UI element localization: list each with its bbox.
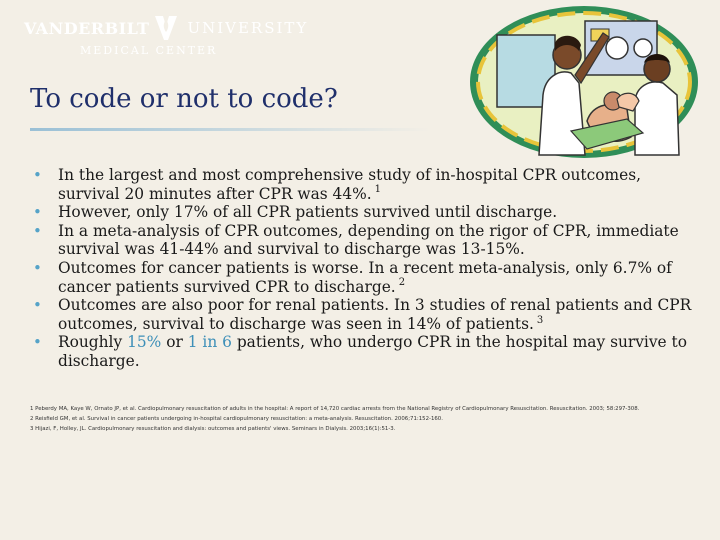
page-title: To code or not to code? <box>30 84 338 114</box>
bullet-item <box>30 259 695 296</box>
vanderbilt-logo <box>24 14 324 64</box>
bullet-item <box>30 222 695 259</box>
summary-text-pre: Roughly <box>58 333 123 352</box>
reference-item: 3 Hijazi, F, Holley, JL. Cardiopulmonary resuscitation and dialysis: outcomes and patients' views. Seminars in Dialysis. 2003;16(1):51-3. <box>30 426 396 432</box>
references <box>30 404 700 434</box>
summary-text-post: patients, who undergo CPR in the hospital may survive to discharge. <box>58 333 687 370</box>
logo-word-left: VANDERBILT <box>24 18 150 38</box>
logo-wordmark <box>24 14 308 42</box>
summary-highlight-percent: 15% <box>127 333 162 352</box>
bullet-superscript: 1 <box>374 184 382 196</box>
logo-word-right: UNIVERSITY <box>187 19 309 37</box>
bullet-list <box>30 166 695 371</box>
bullet-superscript: 3 <box>536 314 544 326</box>
vanderbilt-v-oak-leaf-icon <box>153 14 179 42</box>
reference-item: 1 Peberdy MA, Kaye W, Ornato JP, et al. Cardiopulmonary resuscitation of adults in the hospital: A report of 14,720 cardiac arrests from the National Registry of Cardiopulmonary Resuscitation. Resuscitation. 2003; 58:297-308. <box>30 406 640 412</box>
bullet-item <box>30 166 695 203</box>
title-underline <box>30 128 430 131</box>
bullet-item <box>30 296 695 333</box>
bullet-superscript: 2 <box>398 277 406 289</box>
bullet-text: Outcomes are also poor for renal patients. In 3 studies of renal patients and CPR outcomes, survival to discharge was seen in 14% of patients. <box>58 296 692 333</box>
reference-item: 2 Reisfield GM, et al. Survival in cancer patients undergoing in-hospital cardiopulmonary resuscitation: a meta-analysis. Resuscitation. 2006;71:152-160. <box>30 416 443 422</box>
logo-subtitle: MEDICAL CENTER <box>80 44 218 57</box>
bullet-text: Outcomes for cancer patients is worse. In a recent meta-analysis, only 6.7% of cancer patients survived CPR to discharge. <box>58 258 672 296</box>
summary-text-mid: or <box>166 333 183 352</box>
bullet-text: In a meta-analysis of CPR outcomes, depending on the rigor of CPR, immediate survival was 41-44% and survival to discharge was 13-15%. <box>58 221 679 259</box>
cpr-clinicians-illustration-icon <box>467 3 701 161</box>
bullet-text: However, only 17% of all CPR patients survived until discharge. <box>58 203 558 222</box>
summary-highlight-ratio: 1 in 6 <box>187 333 232 352</box>
bullet-text: In the largest and most comprehensive study of in-hospital CPR outcomes, survival 20 minutes after CPR was 44%. <box>58 166 641 203</box>
bullet-item <box>30 203 695 222</box>
bullet-item-summary <box>30 333 695 370</box>
